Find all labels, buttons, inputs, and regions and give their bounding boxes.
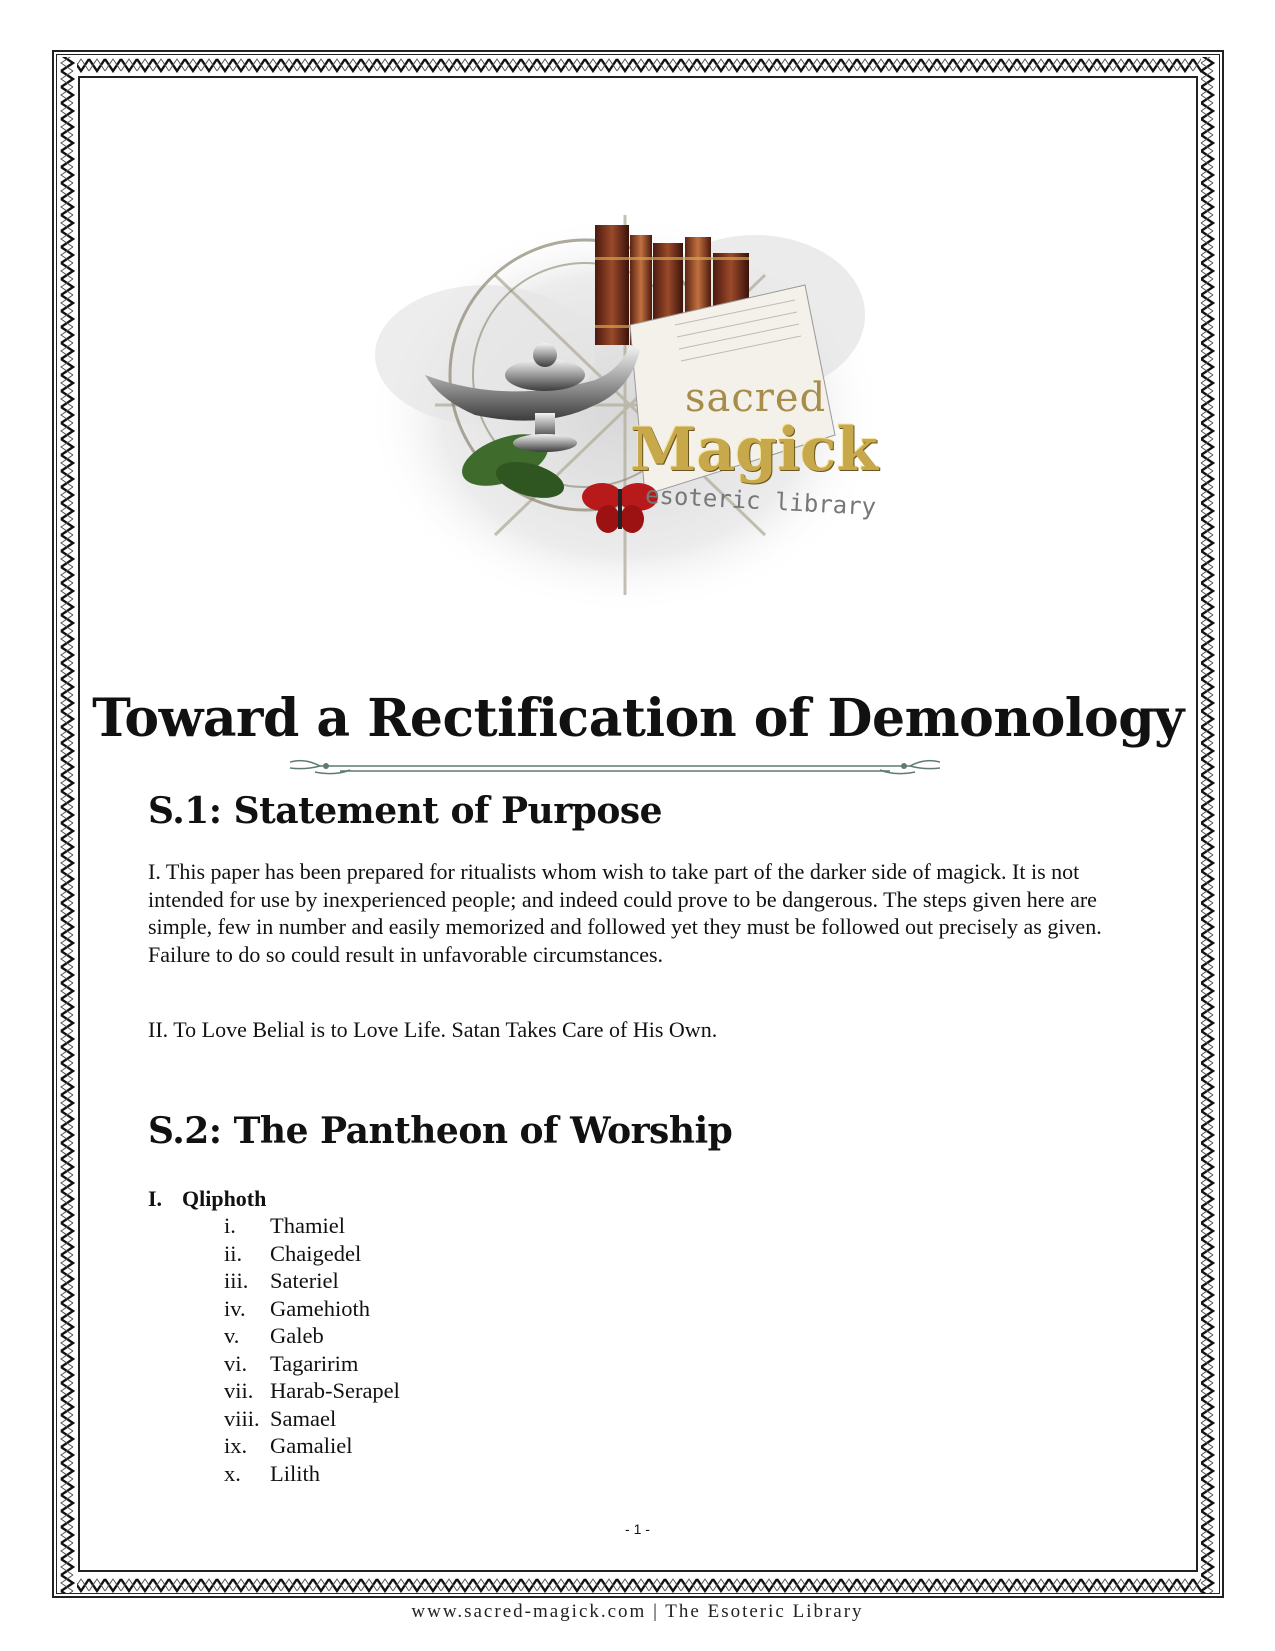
group-number: I. xyxy=(148,1186,163,1211)
logo-word-magick: Magick xyxy=(630,415,879,485)
section-1-paragraph-1: I. This paper has been prepared for ritualists whom wish to take part of the darker side of magick. It is not intended for use by inexperienced people; and indeed could prove to be dangerous. The steps given here are simple, few in number and easily memorized and followed yet they must be followed out precisely as given. Failure to do so could result in unfavorable circumstances. xyxy=(148,859,1102,967)
list-item: vi. Tagaririm xyxy=(224,1350,359,1376)
list-item: vii. Harab-Serapel xyxy=(224,1378,400,1403)
footer-text: www.sacred-magick.com | The Esoteric Library xyxy=(411,1601,864,1622)
section-2-heading: S.2: The Pantheon of Worship xyxy=(148,1110,733,1152)
title-divider-ornament xyxy=(290,756,940,780)
section-1-heading: S.1: Statement of Purpose xyxy=(148,790,663,832)
list-item: x. Lilith xyxy=(224,1460,320,1486)
group-label: Qliphoth xyxy=(182,1186,267,1211)
list-item: ix. Gamaliel xyxy=(224,1433,353,1458)
logo-word-library: esoteric library xyxy=(644,480,877,522)
sacred-magick-logo xyxy=(355,175,895,635)
list-item: iii. Sateriel xyxy=(224,1268,339,1293)
document-title: Toward a Rectification of Demonology xyxy=(92,688,1184,749)
pantheon-list xyxy=(224,1212,400,1487)
page-number: - 1 - xyxy=(625,1521,650,1537)
pantheon-group-heading xyxy=(148,1186,266,1212)
list-item: i. Thamiel xyxy=(224,1213,345,1238)
list-item: v. Galeb xyxy=(224,1323,324,1348)
logo-word-sacred: sacred xyxy=(685,375,827,421)
list-item: iv. Gamehioth xyxy=(224,1295,370,1321)
list-item: viii. Samael xyxy=(224,1405,337,1431)
section-1-paragraph-2: II. To Love Belial is to Love Life. Satan Takes Care of His Own. xyxy=(148,1017,718,1042)
list-item: ii. Chaigedel xyxy=(224,1240,362,1266)
